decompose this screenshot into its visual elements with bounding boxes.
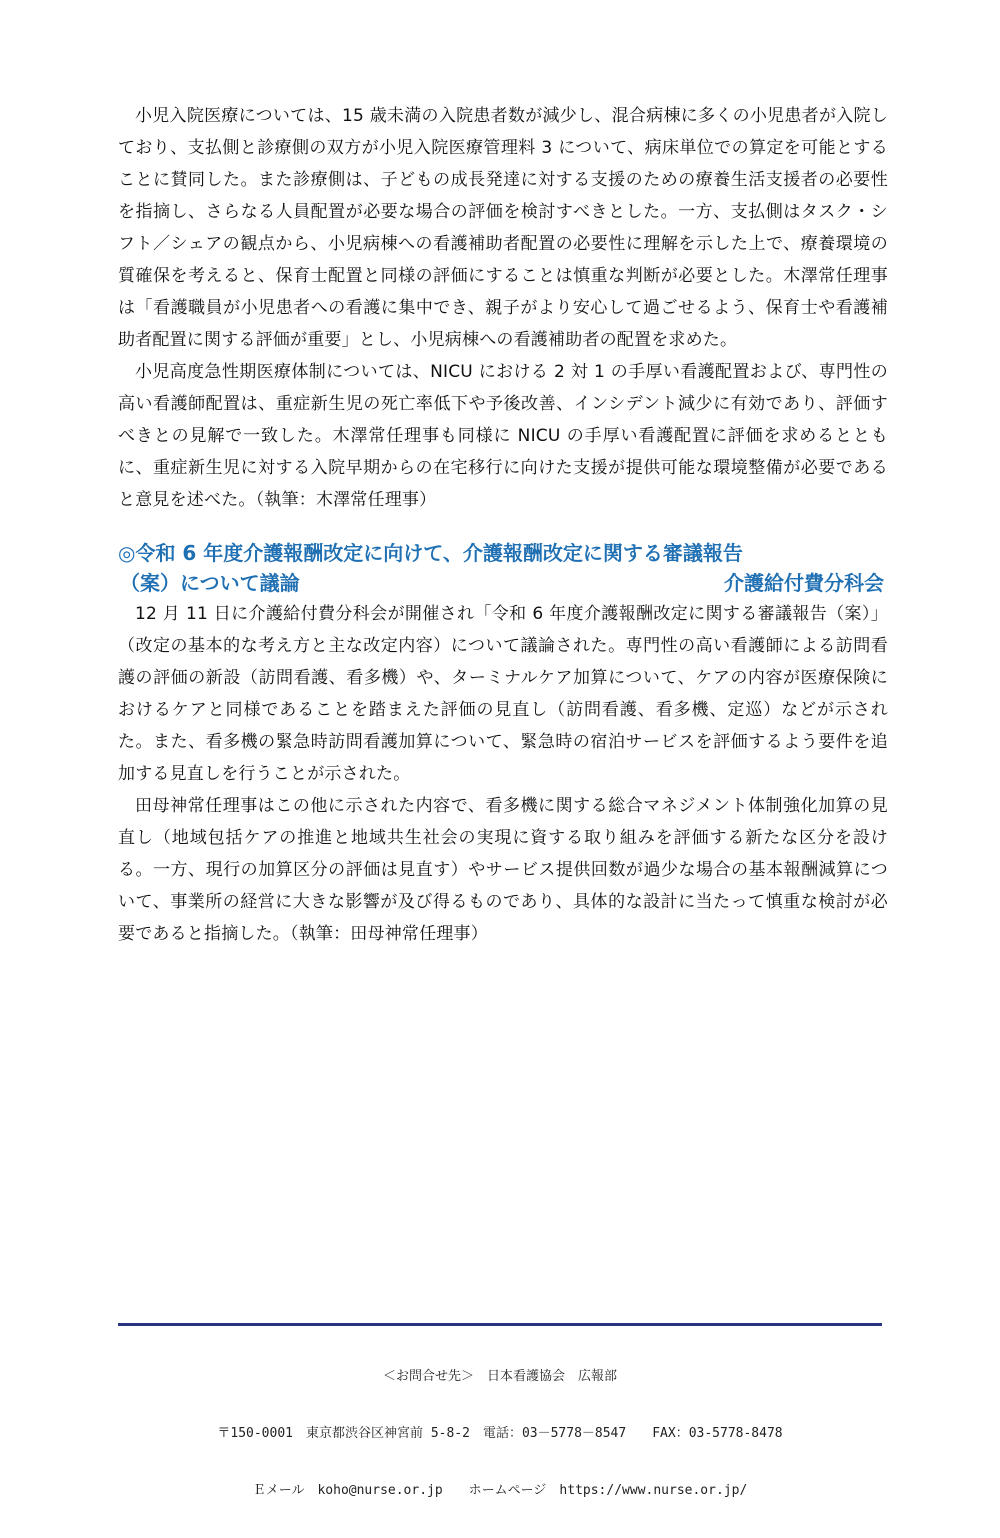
care-fee-comment-paragraph: 田母神常任理事はこの他に示された内容で、看多機に関する総合マネジメント体制強化加算の見直し（地域包括ケアの推進と地域共生社会の実現に資する取り組みを評価する新たな区分を設ける。一方、現行の加算区分の評価は見直す）やサービス提供回数が過少な場合の基本報酬減算について、事業所の経営に大きな影響が及び得るものであり、具体的な設計に当たって慎重な検討が必要であると指摘した。（執筆：田母神常任理事）	[118, 796, 888, 944]
footer-contact	[118, 1329, 882, 1538]
footer-email-web: Ｅメール koho@nurse.or.jp ホームページ https://www.nurse.or.jp/	[252, 1483, 748, 1498]
section-heading-line2-row	[118, 568, 888, 598]
footer	[118, 1323, 882, 1538]
footer-contact-title: ＜お問合せ先＞ 日本看護協会 広報部	[382, 1369, 617, 1384]
pediatric-acute-care-paragraph: 小児高度急性期医療体制については、NICU における 2 対 1 の手厚い看護配置および、専門性の高い看護師配置は、重症新生児の死亡率低下や予後改善、インシデント減少に有効であり、評価すべきとの見解で一致した。木澤常任理事も同様に NICU の手厚い看護配置に評価を求めるとともに、重症新生児に対する入院早期からの在宅移行に向けた支援が提供可能な環境整備が必要であると意見を述べた。（執筆：木澤常任理事）	[118, 362, 888, 510]
footer-divider	[118, 1323, 882, 1326]
section-heading-line2: （案）について議論	[120, 571, 300, 595]
section-heading-line1: ◎令和 6 年度介護報酬改定に向けて、介護報酬改定に関する審議報告	[118, 541, 743, 565]
footer-address: 〒150-0001 東京都渋谷区神宮前 5-8-2 電話：03－5778－8547 FAX：03-5778-8478	[217, 1426, 783, 1441]
care-fee-discussion-paragraph: 12 月 11 日に介護給付費分科会が開催され「令和 6 年度介護報酬改定に関する審議報告（案）」（改定の基本的な考え方と主な改定内容）について議論された。専門性の高い看護師による訪問看護の評価の新設（訪問看護、看多機）や、ターミナルケア加算について、ケアの内容が医療保険におけるケアと同様であることを踏まえた評価の見直し（訪問看護、看多機、定巡）などが示された。また、看多機の緊急時訪問看護加算について、緊急時の宿泊サービスを評価するよう要件を追加する見直しを行うことが示された。	[118, 604, 888, 784]
section-heading	[118, 538, 888, 598]
document-body	[118, 100, 888, 950]
pediatric-inpatient-paragraph: 小児入院医療については、15 歳未満の入院患者数が減少し、混合病棟に多くの小児患者が入院しており、支払側と診療側の双方が小児入院医療管理料 3 について、病床単位での算定を可能とすることに賛同した。また診療側は、子どもの成長発達に対する支援のための療養生活支援者の必要性を指摘し、さらなる人員配置が必要な場合の評価を検討すべきとした。一方、支払側はタスク・シフト／シェアの観点から、小児病棟への看護補助者配置の必要性に理解を示した上で、療養環境の質確保を考えると、保育士配置と同様の評価にすることは慎重な判断が必要とした。木澤常任理事は「看護職員が小児患者への看護に集中でき、親子がより安心して過ごせるよう、保育士や看護補助者配置に関する評価が重要」とし、小児病棟への看護補助者の配置を求めた。	[118, 106, 888, 350]
committee-name: 介護給付費分科会	[724, 571, 884, 595]
